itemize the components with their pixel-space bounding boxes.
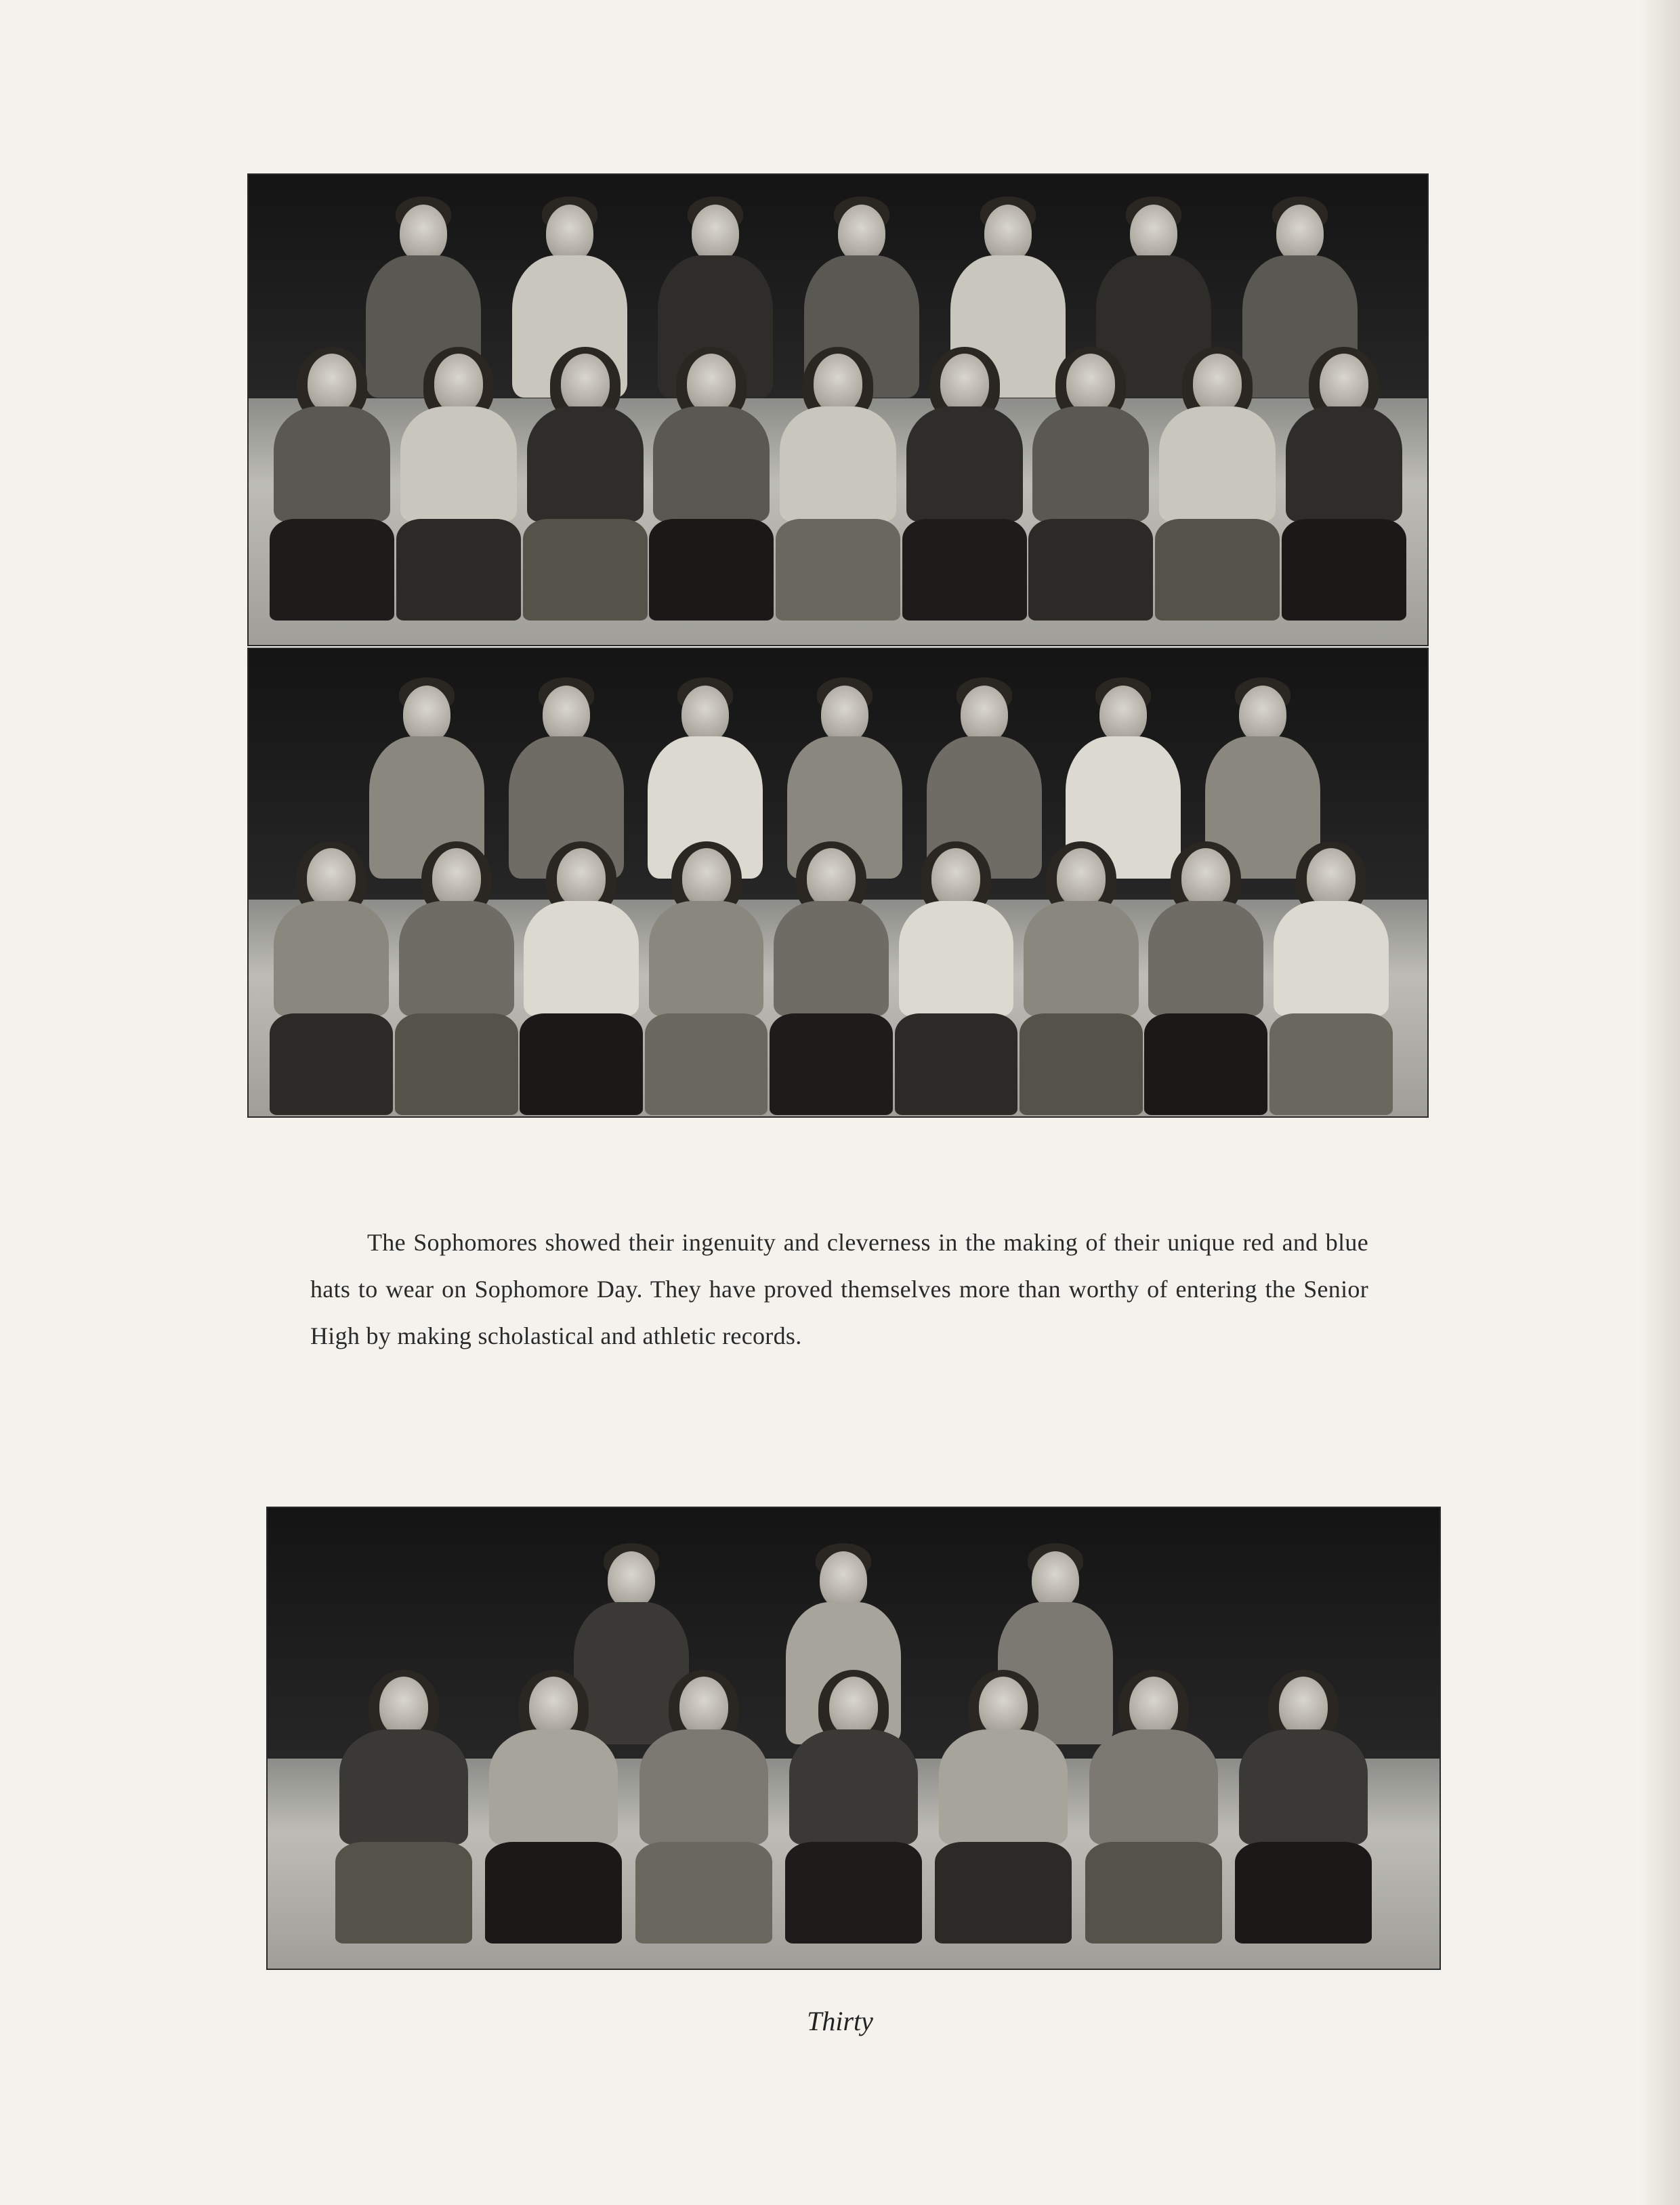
- seated-student: [774, 839, 889, 1116]
- seated-student: [899, 839, 1014, 1116]
- torso: [653, 406, 770, 522]
- face: [561, 354, 610, 413]
- skirt: [649, 519, 774, 621]
- face: [807, 848, 856, 908]
- seated-student: [489, 1667, 618, 1958]
- face: [403, 686, 450, 743]
- torso: [489, 1729, 618, 1845]
- face: [984, 205, 1032, 262]
- face: [681, 686, 729, 743]
- face: [400, 205, 447, 262]
- face: [931, 848, 980, 908]
- face: [1181, 848, 1230, 908]
- skirt: [785, 1842, 922, 1944]
- torso: [274, 406, 390, 522]
- face: [679, 1677, 728, 1736]
- torso: [1286, 406, 1402, 522]
- group-photo-3: [268, 1508, 1440, 1969]
- seated-student: [780, 344, 896, 635]
- seated-student: [1239, 1667, 1368, 1958]
- skirt: [335, 1842, 472, 1944]
- group-photo-2: [249, 649, 1427, 1116]
- skirt: [776, 519, 900, 621]
- face: [546, 205, 593, 262]
- torso: [1032, 406, 1149, 522]
- skirt: [1269, 1013, 1393, 1115]
- torso: [1024, 901, 1139, 1016]
- seated-student: [400, 344, 517, 635]
- seated-student: [789, 1667, 918, 1958]
- torso: [1159, 406, 1276, 522]
- torso: [274, 901, 389, 1016]
- seated-student: [1024, 839, 1139, 1116]
- page-number: Thirty: [807, 2006, 873, 2036]
- face: [1307, 848, 1356, 908]
- face: [307, 848, 356, 908]
- face: [682, 848, 731, 908]
- face: [1193, 354, 1242, 413]
- skirt: [895, 1013, 1018, 1115]
- skirt: [270, 1013, 393, 1115]
- face: [961, 686, 1008, 743]
- skirt: [1085, 1842, 1222, 1944]
- torso: [1148, 901, 1263, 1016]
- skirt: [270, 519, 394, 621]
- face: [434, 354, 483, 413]
- face: [940, 354, 989, 413]
- face: [814, 354, 862, 413]
- face: [820, 1551, 867, 1609]
- skirt: [1020, 1013, 1143, 1115]
- seated-student: [524, 839, 639, 1116]
- seated-student: [1089, 1667, 1218, 1958]
- skirt: [1028, 519, 1153, 621]
- face: [1320, 354, 1368, 413]
- skirt: [523, 519, 648, 621]
- face: [608, 1551, 655, 1609]
- skirt: [520, 1013, 643, 1115]
- torso: [524, 901, 639, 1016]
- torso: [780, 406, 896, 522]
- face: [692, 205, 739, 262]
- face: [821, 686, 868, 743]
- torso: [639, 1729, 768, 1845]
- seated-student: [339, 1667, 468, 1958]
- skirt: [1282, 519, 1406, 621]
- face: [1276, 205, 1324, 262]
- face: [543, 686, 590, 743]
- class-description-paragraph: The Sophomores showed their ingenuity and cleverness in the making of their unique red and blue hats to wear on Sophomore Day. They have proved themselves more than worthy of entering the Senior High by making scholastical and athletic records.: [310, 1229, 1368, 1349]
- skirt: [902, 519, 1027, 621]
- seated-student: [653, 344, 770, 635]
- torso: [1089, 1729, 1218, 1845]
- skirt: [1144, 1013, 1267, 1115]
- skirt: [1235, 1842, 1372, 1944]
- face: [838, 205, 885, 262]
- skirt: [395, 1013, 518, 1115]
- torso: [774, 901, 889, 1016]
- face: [1129, 1677, 1178, 1736]
- skirt: [485, 1842, 622, 1944]
- skirt: [1155, 519, 1280, 621]
- seated-student: [939, 1667, 1068, 1958]
- torso: [789, 1729, 918, 1845]
- torso: [1274, 901, 1389, 1016]
- torso: [400, 406, 517, 522]
- face: [1099, 686, 1147, 743]
- seated-student: [399, 839, 514, 1116]
- skirt: [770, 1013, 893, 1115]
- face: [829, 1677, 878, 1736]
- seated-student: [649, 839, 764, 1116]
- group-photo-1: [249, 175, 1427, 645]
- face: [979, 1677, 1028, 1736]
- seated-student: [906, 344, 1023, 635]
- torso: [399, 901, 514, 1016]
- page-edge-shadow: [1639, 0, 1680, 2205]
- seated-student: [1286, 344, 1402, 635]
- skirt: [935, 1842, 1072, 1944]
- face: [557, 848, 606, 908]
- seated-student: [639, 1667, 768, 1958]
- torso: [339, 1729, 468, 1845]
- face: [1279, 1677, 1328, 1736]
- seated-student: [1159, 344, 1276, 635]
- face: [308, 354, 356, 413]
- face: [1032, 1551, 1079, 1609]
- face: [1239, 686, 1286, 743]
- torso: [527, 406, 644, 522]
- skirt: [645, 1013, 768, 1115]
- face: [379, 1677, 428, 1736]
- skirt: [635, 1842, 772, 1944]
- torso: [906, 406, 1023, 522]
- seated-student: [1148, 839, 1263, 1116]
- face: [687, 354, 736, 413]
- seated-student: [274, 839, 389, 1116]
- face: [529, 1677, 578, 1736]
- face: [432, 848, 481, 908]
- seated-student: [274, 344, 390, 635]
- torso: [1239, 1729, 1368, 1845]
- skirt: [396, 519, 521, 621]
- face: [1066, 354, 1115, 413]
- seated-student: [527, 344, 644, 635]
- torso: [899, 901, 1014, 1016]
- seated-student: [1032, 344, 1149, 635]
- face: [1130, 205, 1177, 262]
- torso: [939, 1729, 1068, 1845]
- torso: [649, 901, 764, 1016]
- seated-student: [1274, 839, 1389, 1116]
- face: [1057, 848, 1106, 908]
